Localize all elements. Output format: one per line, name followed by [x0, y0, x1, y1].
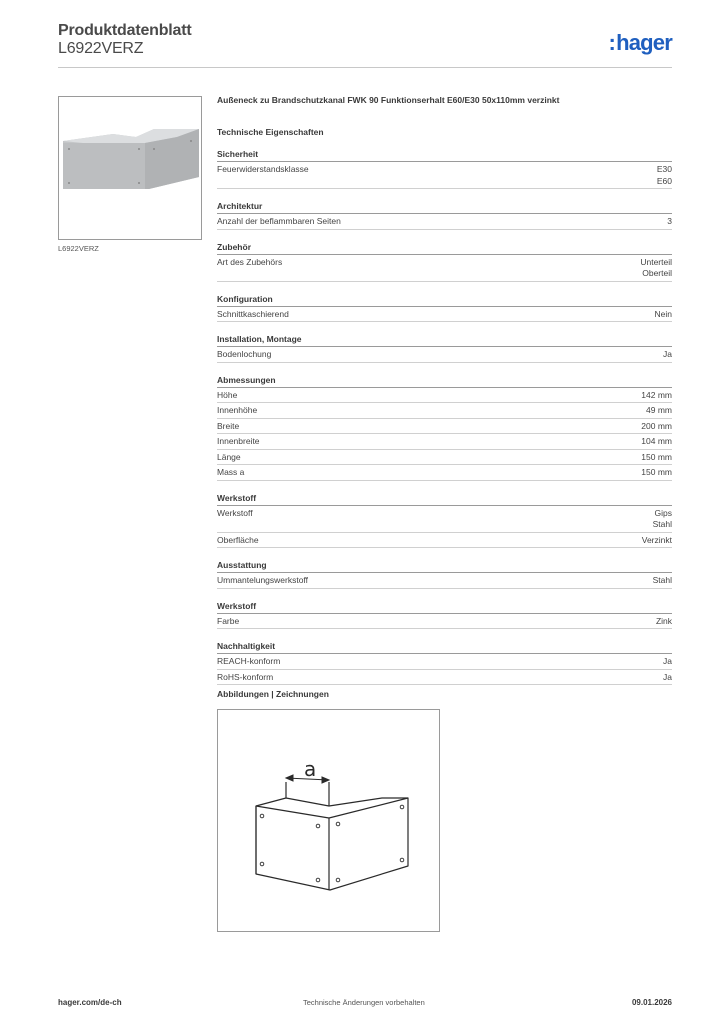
property-value: Verzinkt	[641, 534, 672, 545]
section	[217, 334, 672, 363]
property-value: E30	[656, 164, 672, 174]
property-values	[641, 436, 672, 448]
figures-heading: Abbildungen | Zeichnungen	[217, 689, 329, 699]
property-label: Bodenlochung	[217, 349, 272, 359]
property-value: Stahl	[652, 575, 672, 585]
property-value: 3	[667, 216, 672, 226]
dimension-a-label: a	[304, 757, 317, 781]
property-row	[217, 403, 672, 419]
section-heading: Konfiguration	[217, 294, 672, 307]
corner-drawing-icon	[218, 710, 439, 931]
page-title: Produktdatenblatt	[58, 22, 192, 39]
section-heading: Werkstoff	[217, 601, 672, 614]
property-values	[641, 452, 672, 464]
property-row	[217, 465, 672, 481]
section	[217, 601, 672, 630]
property-values	[663, 656, 672, 668]
property-value: Ja	[663, 671, 672, 682]
section-heading: Architektur	[217, 201, 672, 214]
property-row	[217, 614, 672, 630]
property-row	[217, 506, 672, 533]
property-row	[217, 419, 672, 435]
property-label: Innenbreite	[217, 436, 260, 446]
article-number: L6922VERZ	[58, 40, 144, 57]
property-values	[655, 309, 672, 321]
property-label: Schnittkaschierend	[217, 308, 289, 319]
property-value: Gips	[654, 507, 672, 518]
property-value: 49 mm	[646, 405, 672, 415]
product-title: Außeneck zu Brandschutzkanal FWK 90 Funktionserhalt E60/E30 50x110mm verzinkt	[217, 95, 560, 105]
property-values	[641, 390, 672, 402]
section	[217, 493, 672, 549]
property-label: Höhe	[217, 389, 238, 400]
property-values	[653, 575, 672, 587]
property-values	[657, 164, 672, 187]
property-values	[663, 672, 672, 684]
property-row	[217, 388, 672, 404]
property-label: REACH-konform	[217, 656, 281, 666]
product-photo-icon	[59, 97, 201, 239]
property-value: Unterteil	[640, 256, 672, 267]
section-heading: Sicherheit	[217, 149, 672, 162]
property-row	[217, 533, 672, 549]
property-sections	[217, 149, 672, 685]
property-row	[217, 573, 672, 589]
product-thumbnail	[58, 96, 202, 240]
property-value: Ja	[663, 349, 672, 359]
property-values	[646, 405, 672, 417]
logo-text: hager	[616, 30, 672, 55]
footer-date: 09.01.2026	[631, 998, 672, 1007]
property-value: E60	[656, 175, 672, 186]
property-label: Art des Zubehörs	[217, 256, 283, 267]
property-value: Nein	[654, 308, 672, 319]
section	[217, 641, 672, 685]
property-values	[640, 257, 672, 280]
logo-colon-icon: :	[608, 30, 616, 55]
hager-logo	[609, 30, 672, 56]
section	[217, 201, 672, 230]
property-label: RoHS-konform	[217, 671, 274, 682]
footer-website: hager.com/de-ch	[58, 998, 122, 1007]
property-label: Feuerwiderstandsklasse	[217, 164, 309, 174]
section-heading: Abmessungen	[217, 375, 672, 388]
section	[217, 294, 672, 323]
property-value: Oberteil	[642, 268, 672, 278]
property-value: 200 mm	[641, 420, 672, 431]
property-values	[663, 349, 672, 361]
property-row	[217, 214, 672, 230]
property-value: 150 mm	[641, 451, 672, 462]
section-heading: Zubehör	[217, 242, 672, 255]
property-row	[217, 654, 672, 670]
property-value: 142 mm	[641, 389, 672, 400]
property-row	[217, 670, 672, 686]
dimension-drawing	[217, 709, 440, 932]
property-values	[656, 616, 672, 628]
section-heading: Nachhaltigkeit	[217, 641, 672, 654]
property-value: 104 mm	[641, 436, 672, 446]
property-value: Zink	[655, 615, 672, 626]
section-heading: Installation, Montage	[217, 334, 672, 347]
section-heading: Werkstoff	[217, 493, 672, 506]
property-label: Breite	[217, 420, 240, 431]
footer-notice: Technische Änderungen vorbehalten	[303, 998, 425, 1007]
property-value: 150 mm	[641, 467, 672, 477]
property-label: Oberfläche	[217, 534, 259, 545]
property-value: Stahl	[652, 519, 672, 529]
property-label: Ummantelungswerkstoff	[217, 575, 309, 585]
property-values	[642, 535, 672, 547]
property-row	[217, 434, 672, 450]
property-label: Anzahl der beflammbaren Seiten	[217, 216, 341, 226]
property-row	[217, 255, 672, 282]
thumbnail-caption: L6922VERZ	[58, 244, 99, 253]
property-row	[217, 307, 672, 323]
property-values	[653, 508, 672, 531]
properties-panel	[217, 95, 672, 697]
section	[217, 375, 672, 481]
property-label: Innenhöhe	[217, 405, 258, 415]
section	[217, 242, 672, 282]
property-values	[641, 467, 672, 479]
property-row	[217, 347, 672, 363]
property-values	[641, 421, 672, 433]
section-heading: Ausstattung	[217, 560, 672, 573]
property-values	[667, 216, 672, 228]
property-label: Werkstoff	[217, 507, 253, 518]
section	[217, 149, 672, 189]
property-label: Länge	[217, 451, 241, 462]
property-label: Farbe	[217, 615, 240, 626]
property-row	[217, 162, 672, 189]
technical-properties-heading: Technische Eigenschaften	[217, 127, 324, 137]
property-value: Ja	[663, 656, 672, 666]
section	[217, 560, 672, 589]
header-divider	[58, 67, 672, 68]
property-row	[217, 450, 672, 466]
property-label: Mass a	[217, 467, 245, 477]
